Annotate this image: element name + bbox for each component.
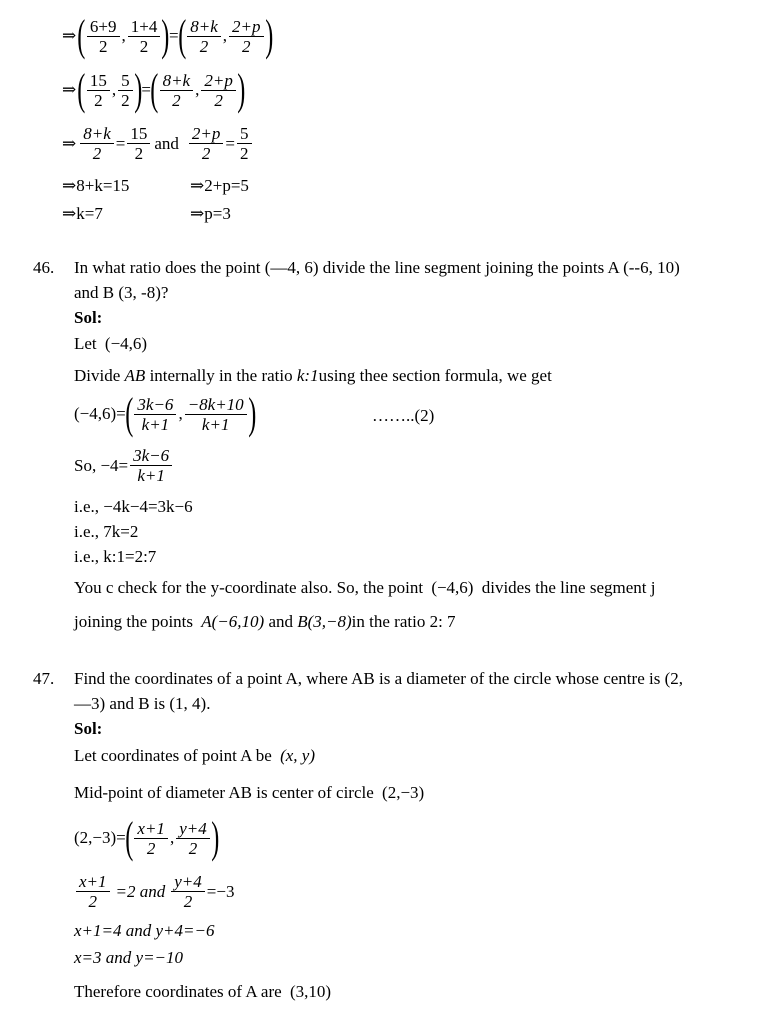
q47-equation-row: $\frac{x+1}{2}$ =2 and $\frac{y+4}{2}$ =−3	[74, 872, 234, 911]
fraction: $\frac{8+k}{2}$	[80, 124, 114, 163]
q47-therefore-line: Therefore coordinates of A are (3,10)	[74, 982, 332, 1001]
fraction: $\frac{1+4}{2}$	[128, 17, 161, 56]
q47-sol-heading: Sol:	[74, 719, 103, 738]
q46-section-formula: (−4,6)= ( $\frac{3k-6}{k+1}$ , $\frac{-8k+10}{k+1}$ )	[74, 389, 257, 438]
q46-ie-line1: i.e., −4k−4=3k−6	[74, 497, 193, 516]
q46-conclusion-line2: joining the points A(−6,10) and B(3,−8)in the ratio 2: 7	[74, 612, 456, 631]
math-row-4-right: ⇒2+p=5	[190, 176, 249, 195]
implies-arrow: ⇒	[62, 133, 77, 153]
implies-arrow: ⇒	[62, 80, 77, 99]
math-row-2: ⇒ ( $\frac{15}{2}$ , $\frac{5}{2}$ ) = ( $\frac{8+k}{2}$ , $\frac{2+p}{2}$ )	[62, 65, 246, 114]
q46-so-line: So, −4= $\frac{3k-6}{k+1}$	[74, 446, 174, 485]
open-paren: (	[150, 65, 159, 114]
close-paren: )	[247, 389, 257, 438]
question-number-46: 46.	[33, 258, 55, 277]
fraction: $\frac{x+1}{2}$	[134, 819, 168, 858]
fraction: $\frac{-8k+10}{k+1}$	[185, 395, 247, 434]
open-paren: (	[77, 11, 86, 60]
open-paren: (	[177, 11, 186, 60]
implies-arrow: ⇒	[62, 26, 77, 45]
q47-result-line2: x=3 and y=−10	[74, 948, 184, 967]
close-paren: )	[211, 813, 220, 862]
q46-sol-heading: Sol:	[74, 308, 103, 327]
fraction: $\frac{5}{2}$	[118, 71, 133, 110]
q47-midpoint-formula: (2,−3)= ( $\frac{x+1}{2}$ , $\frac{y+4}{2}$ )	[74, 813, 220, 862]
close-paren: )	[133, 65, 143, 114]
q47-midpoint-line: Mid-point of diameter AB is center of circle (2,−3)	[74, 783, 425, 802]
fraction: $\frac{3k-6}{k+1}$	[134, 395, 176, 434]
q46-divide-line: Divide AB internally in the ratio k:1using thee section formula, we get	[74, 366, 552, 385]
fraction: $\frac{8+k}{2}$	[187, 17, 221, 56]
math-row-1: ⇒ ( $\frac{6+9}{2}$ , $\frac{1+4}{2}$ ) = ( $\frac{8+k}{2}$ , $\frac{2+p}{2}$ )	[62, 11, 273, 60]
open-paren: (	[77, 65, 86, 114]
fraction: $\frac{x+1}{2}$	[76, 872, 110, 911]
q46-text-line1: In what ratio does the point (—4, 6) divide the line segment joining the points A (--6, 10)	[74, 258, 680, 277]
point: (−4,6)	[104, 334, 148, 353]
math-row-5-left: ⇒k=7	[62, 204, 103, 223]
math-row-4-left: ⇒8+k=15	[62, 176, 130, 195]
fraction: $\frac{2+p}{2}$	[189, 124, 223, 163]
open-paren: (	[125, 389, 134, 438]
open-paren: (	[125, 813, 134, 862]
close-paren: )	[237, 65, 246, 114]
fraction: $\frac{y+4}{2}$	[176, 819, 210, 858]
fraction: $\frac{8+k}{2}$	[160, 71, 194, 110]
fraction: $\frac{15}{2}$	[127, 124, 150, 163]
q46-equation-ref: ……..(2)	[372, 406, 435, 425]
math-row-5-right: ⇒p=3	[190, 204, 231, 223]
q46-let-line: Let (−4,6)	[74, 334, 148, 353]
q46-text-line2: and B (3, -8)?	[74, 283, 169, 302]
fraction: $\frac{y+4}{2}$	[171, 872, 205, 911]
fraction: $\frac{3k-6}{k+1}$	[130, 446, 172, 485]
q46-ie-line2: i.e., 7k=2	[74, 522, 139, 541]
fraction: $\frac{6+9}{2}$	[87, 17, 120, 56]
q47-result-line1: x+1=4 and y+4=−6	[74, 921, 215, 940]
fraction: $\frac{2+p}{2}$	[201, 71, 235, 110]
q46-ie-line3: i.e., k:1=2:7	[74, 547, 157, 566]
math-row-3: ⇒ $\frac{8+k}{2}$ = $\frac{15}{2}$ and $\frac{2+p}{2}$ = $\frac{5}{2}$	[62, 124, 254, 163]
question-number-47: 47.	[33, 669, 55, 688]
q46-conclusion-line1: You c check for the y-coordinate also. So, the point (−4,6) divides the line segment j	[74, 578, 656, 597]
close-paren: )	[264, 11, 273, 60]
fraction: $\frac{15}{2}$	[87, 71, 110, 110]
q47-text-line2: —3) and B is (1, 4).	[74, 694, 211, 713]
q47-text-line1: Find the coordinates of a point A, where AB is a diameter of the circle whose centre is (2,	[74, 669, 683, 688]
q47-let-line: Let coordinates of point A be (x, y)	[74, 746, 315, 765]
close-paren: )	[161, 11, 170, 60]
fraction: $\frac{5}{2}$	[237, 124, 252, 163]
fraction: $\frac{2+p}{2}$	[229, 17, 263, 56]
